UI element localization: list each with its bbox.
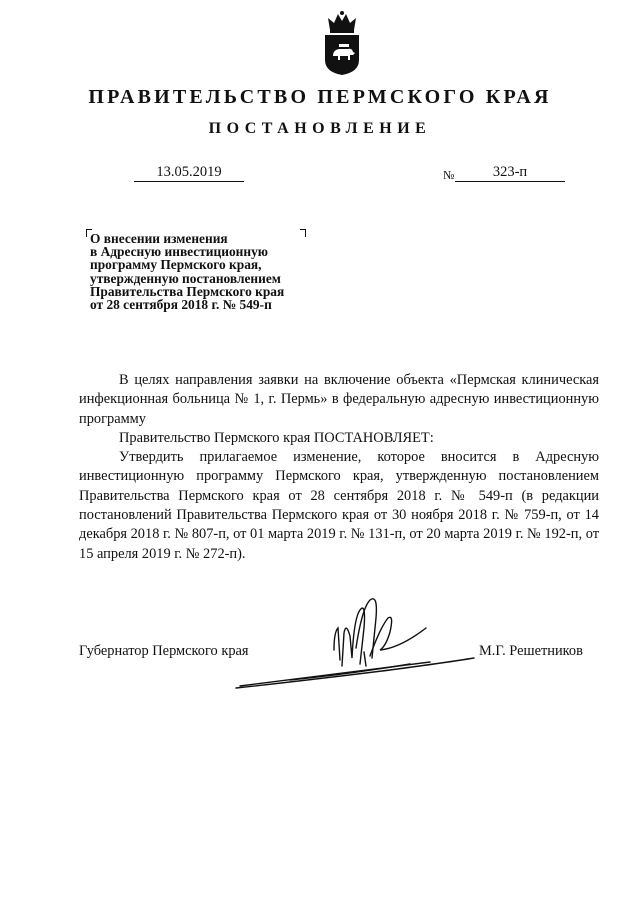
document-body	[79, 371, 599, 564]
body-paragraph: В целях направления заявки на включение объекта «Пермская клиническая инфекционная больница № 1, г. Пермь» в федеральную адресную инвестиционную программу	[79, 372, 599, 427]
document-subject	[90, 232, 330, 311]
subject-line: программу Пермского края,	[90, 257, 262, 273]
handwritten-signature-icon	[230, 588, 480, 698]
body-paragraph: Утвердить прилагаемое изменение, которое вносится в Адресную инвестиционную программу Пермского края, утвержденную постановлением Правительства Пермского края от 28 сентября 2018 г. № 549-п (в редакции постановлений Правительства Пермского края от 30 ноября 2018 г. № 759-п, от 14 декабря 2018 г. № 807-п, от 01 марта 2019 г. № 131-п, от 20 марта 2019 г. № 192-п, от 15 апреля 2019 г. № 272-п).	[79, 449, 599, 562]
document-date: 13.05.2019	[134, 164, 244, 182]
subject-line: в Адресную инвестиционную	[90, 244, 269, 260]
document-number: 323-п	[455, 164, 565, 182]
document-type: ПОСТАНОВЛЕНИЕ	[208, 120, 432, 137]
body-paragraph: Правительство Пермского края ПОСТАНОВЛЯЕТ:	[119, 429, 434, 446]
subject-line: Правительства Пермского края	[90, 283, 285, 299]
subject-line: от 28 сентября 2018 г. № 549-п	[90, 297, 272, 313]
number-sign: №	[443, 168, 455, 182]
subject-line: О внесении изменения	[90, 231, 228, 246]
subject-line: утвержденную постановлением	[90, 270, 281, 286]
signer-name: М.Г. Решетников	[479, 643, 583, 659]
signer-position: Губернатор Пермского края	[79, 643, 249, 659]
organization-title: ПРАВИТЕЛЬСТВО ПЕРМСКОГО КРАЯ	[88, 86, 552, 108]
coat-of-arms-icon	[322, 10, 362, 76]
